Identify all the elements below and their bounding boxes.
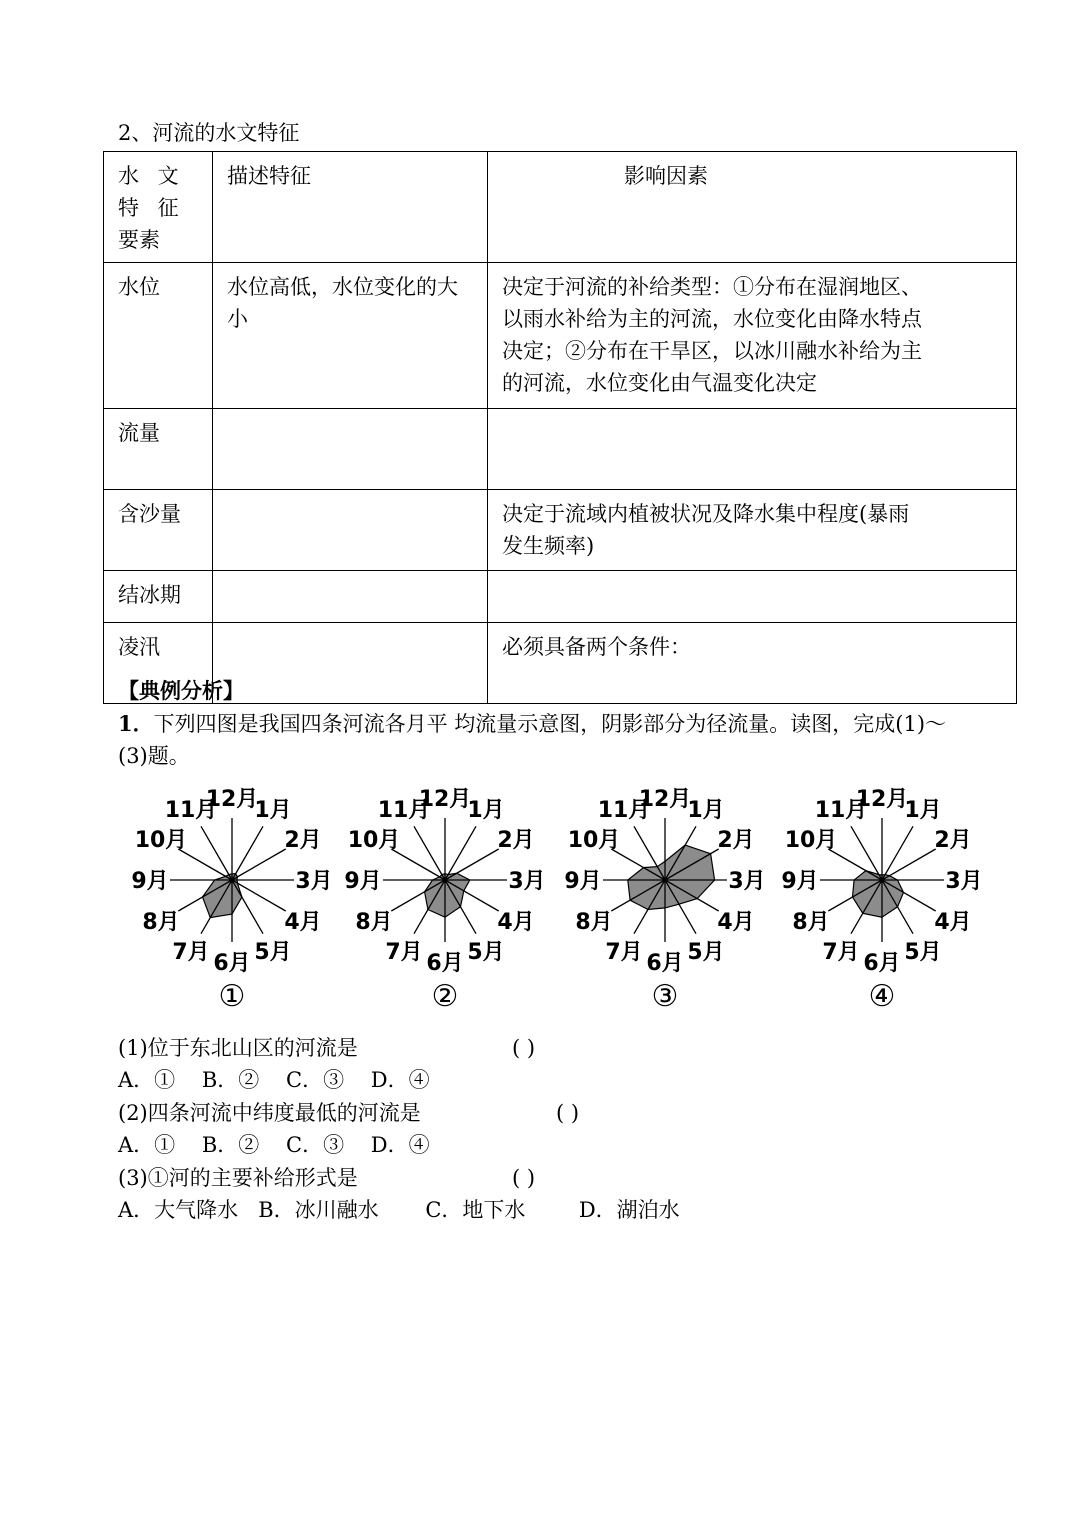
month-label: 7月: [172, 940, 210, 965]
subquestion-stem: (1)位于东北山区的河流是: [118, 1036, 358, 1060]
row-element: 水位: [104, 263, 213, 409]
month-label: 11月: [814, 798, 868, 823]
month-label: 12月: [855, 787, 909, 812]
month-spoke: [201, 826, 232, 880]
month-spoke: [882, 826, 913, 880]
row-description: [213, 623, 488, 704]
subquestion-stem: (2)四条河流中纬度最低的河流是: [118, 1101, 421, 1125]
month-label: 8月: [575, 910, 613, 935]
month-label: 12月: [418, 787, 472, 812]
options-1: A．① B．② C．③ D．④: [118, 1068, 430, 1092]
month-label: 6月: [426, 951, 464, 976]
month-label: 11月: [164, 798, 218, 823]
row-element: 流量: [104, 409, 213, 490]
month-label: 9月: [131, 869, 169, 894]
month-label: 4月: [717, 910, 755, 935]
month-label: 1月: [687, 798, 725, 823]
row-description: [213, 409, 488, 490]
chart-number-label: ①: [218, 979, 246, 1014]
month-label: 2月: [934, 828, 972, 853]
chart-number-label: ③: [651, 979, 679, 1014]
header-factor-label: 影响因素: [624, 164, 708, 188]
answer-paren-3: ( ): [512, 1166, 536, 1190]
month-label: 7月: [605, 940, 643, 965]
example-heading: 【典例分析】: [118, 678, 244, 703]
month-label: 9月: [344, 869, 382, 894]
header-description: 描述特征: [213, 152, 488, 263]
month-label: 4月: [284, 910, 322, 935]
month-spoke: [445, 826, 476, 880]
table-row: [104, 571, 1017, 623]
answer-paren-2: ( ): [556, 1101, 580, 1125]
row-element: 结冰期: [104, 571, 213, 623]
month-label: 6月: [646, 951, 684, 976]
hydrology-table: [103, 151, 1017, 704]
month-label: 3月: [728, 869, 766, 894]
month-label: 11月: [597, 798, 651, 823]
header-element: [104, 152, 213, 263]
month-label: 10月: [567, 828, 621, 853]
factor-line: 决定；②分布在干旱区，以冰川融水补给为主: [502, 339, 922, 363]
month-spoke: [391, 849, 445, 880]
month-label: 4月: [934, 910, 972, 935]
subquestion-2: [118, 1097, 421, 1129]
header-element-line2: 要素: [118, 228, 160, 252]
month-label: 4月: [497, 910, 535, 935]
runoff-area: [628, 845, 715, 909]
month-spoke: [232, 826, 263, 880]
month-label: 10月: [784, 828, 838, 853]
row-factor: [488, 623, 1017, 704]
question-number: 1．: [118, 711, 154, 736]
options-3: A．大气降水 B．冰川融水 C．地下水 D．湖泊水: [118, 1198, 680, 1222]
month-label: 7月: [385, 940, 423, 965]
row-description: 水位高低，水位变化的大小: [213, 263, 488, 409]
factor-line: 决定于河流的补给类型：①分布在湿润地区、: [502, 275, 922, 299]
month-label: 5月: [904, 940, 942, 965]
month-label: 2月: [284, 828, 322, 853]
subquestion-3: [118, 1162, 358, 1194]
month-label: 9月: [564, 869, 602, 894]
row-element: 凌汛: [104, 623, 213, 704]
month-label: 12月: [638, 787, 692, 812]
factor-line: 必须具备两个条件：: [502, 635, 691, 659]
question-text: 下列四图是我国四条河流各月平 均流量示意图，阴影部分为径流量。读图，完成(1)～: [153, 712, 947, 736]
month-spoke: [414, 826, 445, 880]
month-label: 1月: [467, 798, 505, 823]
row-factor: [488, 409, 1017, 490]
month-label: 2月: [717, 828, 755, 853]
table-row: [104, 409, 1017, 490]
factor-line: 决定于流域内植被状况及降水集中程度(暴雨: [502, 502, 910, 526]
subquestion-1: [118, 1032, 358, 1064]
row-description: [213, 571, 488, 623]
month-label: 7月: [822, 940, 860, 965]
month-label: 10月: [347, 828, 401, 853]
month-label: 1月: [904, 798, 942, 823]
month-label: 11月: [377, 798, 431, 823]
factor-line: 的河流，水位变化由气温变化决定: [502, 371, 817, 395]
chart-number-label: ④: [868, 979, 896, 1014]
subquestion-stem: (3)①河的主要补给形式是: [118, 1166, 358, 1190]
question-line2: (3)题。: [118, 744, 190, 768]
month-label: 3月: [295, 869, 333, 894]
month-label: 5月: [254, 940, 292, 965]
month-label: 10月: [134, 828, 188, 853]
table-header-row: [104, 152, 1017, 263]
row-description: [213, 490, 488, 571]
month-label: 5月: [687, 940, 725, 965]
options-2: A．① B．② C．③ D．④: [118, 1133, 430, 1157]
month-label: 6月: [213, 951, 251, 976]
month-label: 1月: [254, 798, 292, 823]
month-label: 12月: [205, 787, 259, 812]
row-factor: [488, 490, 1017, 571]
factor-line: 发生频率): [502, 534, 595, 558]
month-spoke: [828, 849, 882, 880]
month-label: 3月: [945, 869, 983, 894]
month-label: 8月: [142, 910, 180, 935]
month-spoke: [445, 849, 499, 880]
row-factor: [488, 263, 1017, 409]
month-label: 9月: [781, 869, 819, 894]
month-spoke: [232, 849, 286, 880]
month-label: 2月: [497, 828, 535, 853]
row-element: 含沙量: [104, 490, 213, 571]
row-factor: [488, 571, 1017, 623]
answer-paren-1: ( ): [512, 1036, 536, 1060]
month-label: 3月: [508, 869, 546, 894]
header-factor: [488, 152, 1017, 263]
header-element-line1: 水 文 特 征: [118, 164, 185, 220]
question-line1: [118, 708, 946, 740]
month-label: 8月: [355, 910, 393, 935]
table-row: [104, 263, 1017, 409]
month-label: 5月: [467, 940, 505, 965]
chart-number-label: ②: [431, 979, 459, 1014]
month-label: 6月: [863, 951, 901, 976]
table-row: [104, 490, 1017, 571]
month-spoke: [882, 849, 936, 880]
month-spoke: [178, 849, 232, 880]
section-title: 2、河流的水文特征: [118, 121, 300, 145]
radar-charts: [100, 780, 1000, 1020]
month-label: 8月: [792, 910, 830, 935]
factor-line: 以雨水补给为主的河流，水位变化由降水特点: [502, 307, 922, 331]
